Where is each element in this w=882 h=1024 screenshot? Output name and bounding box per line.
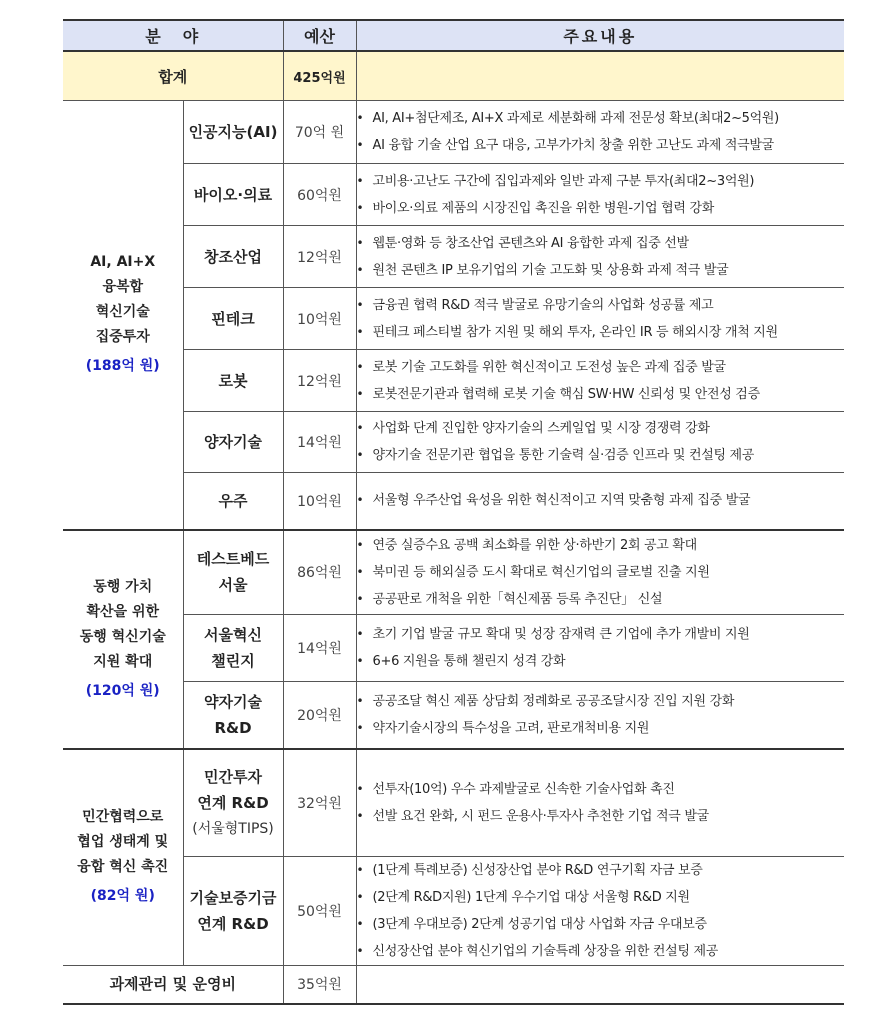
table-row [63,749,844,857]
category-title-line: 민간협력으로 [82,809,164,826]
content-item: • 연중 실증수요 공백 최소화를 위한 상·하반기 2회 공고 확대 [357,532,845,559]
category-title-line: AI, AI+X [90,254,156,271]
content-item: • (3단계 우대보증) 2단계 성공기업 대상 사업화 자금 우대보증 [357,911,845,938]
category-title-line: 협업 생태계 및 [77,834,169,851]
category-title-line: 융복합 [102,279,144,296]
subfield-name: 핀테크 [183,288,283,350]
subfield-name [183,749,283,857]
category-companion [63,530,183,749]
header-content: 주요내용 [356,20,844,51]
content-cell [356,615,844,682]
subfield-name-line: 서울혁신 [204,626,262,644]
content-cell [356,473,844,530]
category-title-line: 집중투자 [95,329,150,346]
category-private [63,749,183,966]
content-item: • 사업화 단계 진입한 양자기술의 스케일업 및 시장 경쟁력 강화 [357,415,845,442]
content-cell [356,350,844,412]
subfield-amount: 20억원 [283,682,356,749]
content-item: • 로봇 기술 고도화를 위한 혁신적이고 도전성 높은 과제 집중 발굴 [357,354,845,381]
subfield-amount: 86억원 [283,530,356,615]
content-item: • 로봇전문기관과 협력해 로봇 기술 핵심 SW·HW 신뢰성 및 안전성 검증 [357,381,845,408]
category-ai [63,101,183,530]
header-budget: 예산 [283,20,356,51]
content-item: • 초기 기업 발굴 규모 확대 및 성장 잠재력 큰 기업에 추가 개발비 지원 [357,621,845,648]
subfield-amount: 60억원 [283,164,356,226]
content-cell [356,226,844,288]
subfield-amount: 50억원 [283,857,356,966]
subfield-name-line: 연계 R&D [197,793,269,812]
subfield-name-line: 연계 R&D [197,915,269,933]
content-item: • (1단계 특례보증) 신성장산업 분야 R&D 연구기획 자금 보증 [357,857,845,884]
category-title-line: 혁신기술 [95,304,150,321]
table-row [63,530,844,615]
content-item: • 공공판로 개척을 위한「혁신제품 등록 추진단」 신설 [357,586,845,613]
category-sum: (82억 원) [90,888,155,905]
subfield-name [183,530,283,615]
subfield-name-line: 기술보증기금 [189,889,277,907]
content-item: • AI 융합 기술 산업 요구 대응, 고부가가치 창출 위한 고난도 과제 적극발굴 [357,132,845,159]
header-field: 분야 [63,20,283,51]
content-item: • 핀테크 페스티벌 참가 지원 및 해외 투자, 온라인 IR 등 해외시장 개척 지원 [357,319,845,346]
operations-amount: 35억원 [283,966,356,1004]
subfield-amount: 10억원 [283,473,356,530]
content-item: • (2단계 R&D지원) 1단계 우수기업 대상 서울형 R&D 지원 [357,884,845,911]
content-cell [356,749,844,857]
content-item: • 양자기술 전문기관 협업을 통한 기술력 실·검증 인프라 및 컨설팅 제공 [357,442,845,469]
subfield-name-line: 약자기술 [204,692,262,711]
table-row [63,101,844,164]
subfield-name-line: 서울 [218,576,248,595]
content-item: • 바이오·의료 제품의 시장진입 촉진을 위한 병원-기업 협력 강화 [357,195,845,222]
subfield-name: 인공지능(AI) [183,101,283,164]
table-header-row [63,20,844,51]
subfield-amount: 32억원 [283,749,356,857]
category-title-line: 확산을 위한 [86,603,159,620]
category-title-line: 지원 확대 [93,653,153,670]
subfield-amount: 14억원 [283,615,356,682]
content-cell [356,857,844,966]
content-cell [356,682,844,749]
subfield-name: 양자기술 [183,412,283,473]
content-item: • 선투자(10억) 우수 과제발굴로 신속한 기술사업화 촉진 [357,776,845,803]
subfield-amount: 10억원 [283,288,356,350]
operations-row [63,966,844,1004]
content-item: • 고비용·고난도 구간에 집입과제와 일반 과제 구분 투자(최대2~3억원) [357,168,845,195]
content-cell [356,412,844,473]
content-item: • 북미권 등 해외실증 도시 확대로 혁신기업의 글로벌 진출 지원 [357,559,845,586]
operations-content [356,966,844,1004]
category-sum: (120억 원) [85,682,160,699]
subfield-name [183,615,283,682]
subfield-name-line: 챌린지 [211,652,255,670]
subfield-name-line: R&D [214,718,252,737]
content-item: • 공공조달 혁신 제품 상담회 정례화로 공공조달시장 진입 지원 강화 [357,688,845,715]
category-title-line: 융합 혁신 촉진 [77,859,169,876]
category-title-line: 동행 가치 [93,578,153,595]
total-amount: 425억원 [283,51,356,101]
category-title-line: 동행 혁신기술 [79,628,166,645]
subfield-name [183,857,283,966]
content-item: • 6+6 지원을 통해 챌린지 성격 강화 [357,648,845,675]
content-cell [356,288,844,350]
subfield-amount: 12억원 [283,350,356,412]
content-item: • 선발 요건 완화, 시 펀드 운용사·투자사 추천한 기업 적극 발굴 [357,803,845,830]
content-cell [356,101,844,164]
subfield-name: 로봇 [183,350,283,412]
subfield-amount: 14억원 [283,412,356,473]
subfield-name: 창조산업 [183,226,283,288]
content-item: • 원천 콘텐츠 IP 보유기업의 기술 고도화 및 상용화 과제 적극 발굴 [357,257,845,284]
category-sum: (188억 원) [85,358,160,375]
subfield-amount: 70억 원 [283,101,356,164]
content-item: • AI, AI+첨단제조, AI+X 과제로 세분화해 과제 전문성 확보(최대2~5억원) [357,105,845,132]
content-cell [356,530,844,615]
total-content [356,51,844,101]
content-item: • 웹툰·영화 등 창조산업 콘텐츠와 AI 융합한 과제 집중 선발 [357,230,845,257]
subfield-note: (서울형TIPS) [192,820,274,837]
content-cell [356,164,844,226]
subfield-name: 바이오·의료 [183,164,283,226]
subfield-name-line: 테스트베드 [196,550,270,569]
subfield-name [183,682,283,749]
subfield-amount: 12억원 [283,226,356,288]
content-item: • 약자기술시장의 특수성을 고려, 판로개척비용 지원 [357,715,845,742]
subfield-name-line: 민간투자 [204,767,262,786]
budget-table [63,19,844,1005]
content-item: • 서울형 우주산업 육성을 위한 혁신적이고 지역 맞춤형 과제 집중 발굴 [357,487,845,514]
subfield-name: 우주 [183,473,283,530]
content-item: • 신성장산업 분야 혁신기업의 기술특례 상장을 위한 컨설팅 제공 [357,938,845,965]
operations-label: 과제관리 및 운영비 [63,966,283,1004]
total-row [63,51,844,101]
total-label: 합계 [63,51,283,101]
content-item: • 금융권 협력 R&D 적극 발굴로 유망기술의 사업화 성공률 제고 [357,292,845,319]
